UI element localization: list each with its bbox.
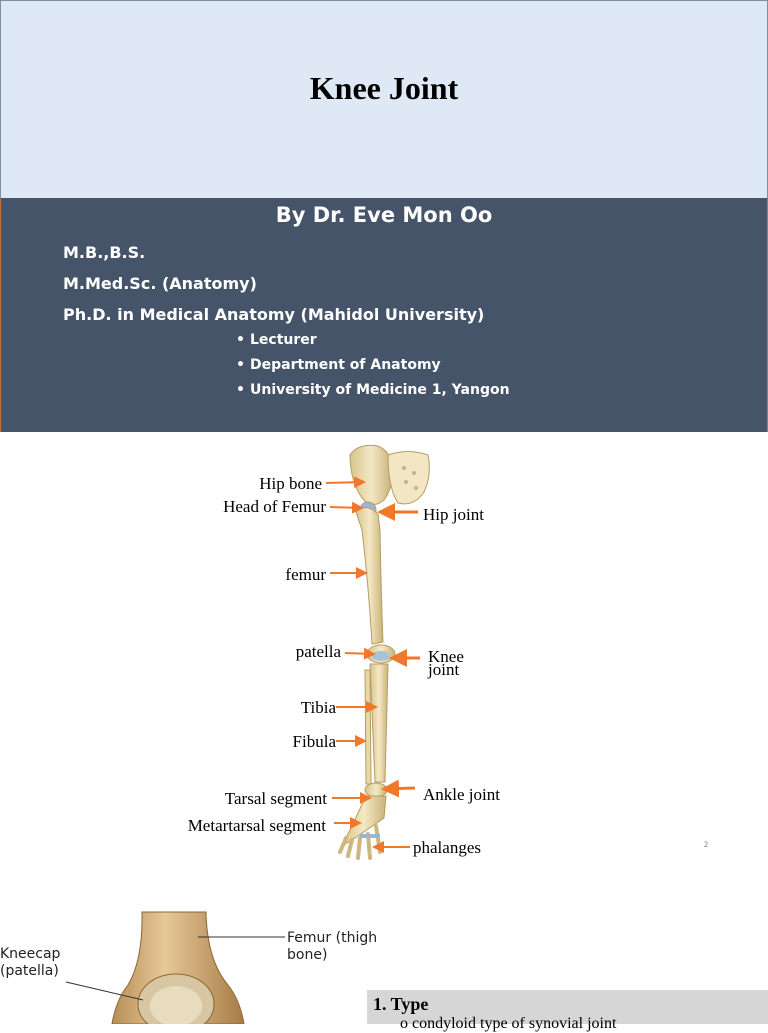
label-patella: patella — [295, 642, 341, 661]
label-femur: femur — [285, 565, 326, 584]
lower-limb-skeleton-illustration — [0, 433, 768, 873]
label-phalanges: phalanges — [413, 838, 481, 857]
credential-phd: Ph.D. in Medical Anatomy (Mahidol University) — [63, 305, 485, 324]
position-item: • Department of Anatomy — [236, 357, 441, 373]
type-text: o condyloid type of synovial joint — [400, 1015, 617, 1032]
label-hip-bone: Hip bone — [259, 474, 322, 493]
position-item: • University of Medicine 1, Yangon — [236, 382, 510, 398]
type-heading: 1. Type — [373, 994, 429, 1014]
label-head-of-femur: Head of Femur — [223, 497, 326, 516]
label-femur-thigh-bone: Femur (thigh bone) — [287, 930, 378, 963]
position-item: • Lecturer — [236, 332, 317, 348]
author-name: By Dr. Eve Mon Oo — [275, 203, 493, 227]
slide-title: Knee Joint — [309, 70, 459, 106]
label-metatarsal-segment: Metartarsal segment — [187, 816, 326, 835]
page-number: 2 — [704, 840, 708, 849]
label-knee-joint: Knee joint — [428, 647, 464, 679]
label-tibia: Tibia — [300, 698, 336, 717]
credential-mbbs: M.B.,B.S. — [63, 243, 146, 262]
credential-mmedsc: M.Med.Sc. (Anatomy) — [63, 274, 257, 293]
label-hip-joint: Hip joint — [423, 505, 484, 524]
label-kneecap: Kneecap (patella) — [0, 946, 61, 979]
label-tarsal-segment: Tarsal segment — [224, 789, 327, 808]
label-ankle-joint: Ankle joint — [423, 785, 500, 804]
label-fibula: Fibula — [292, 732, 336, 751]
